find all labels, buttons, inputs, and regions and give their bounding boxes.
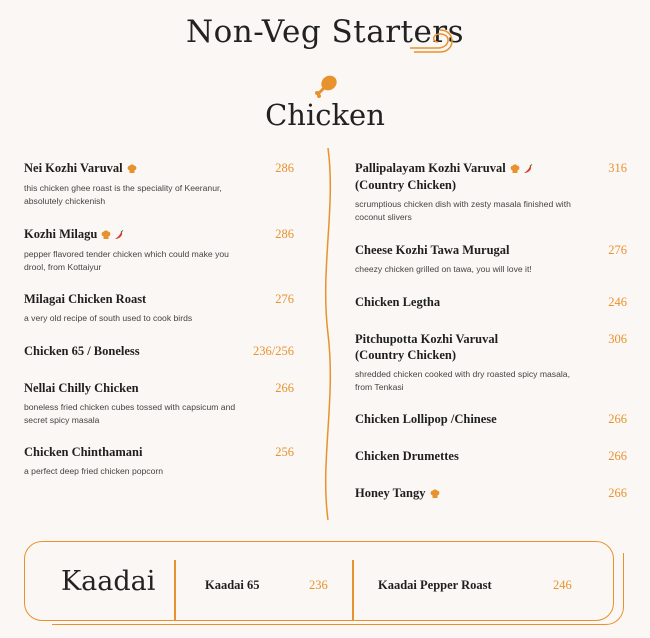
chef-hat-icon	[430, 489, 440, 499]
menu-item	[355, 242, 627, 276]
kaadai-item-name: Kaadai 65	[205, 578, 260, 592]
menu-item-description: cheezy chicken grilled on tawa, you will love it!	[355, 264, 532, 274]
menu-item-description: shredded chicken cooked with dry roasted spicy masala, from Tenkasi	[355, 369, 570, 392]
menu-item	[355, 294, 627, 310]
menu-item-description: scrumptious chicken dish with zesty masala finished with coconut slivers	[355, 199, 571, 222]
menu-item-name	[24, 291, 224, 307]
menu-item-subtitle: (Country Chicken)	[355, 178, 457, 193]
menu-item-title: Pallipalayam Kozhi Varuval	[355, 161, 506, 175]
chicken-leg-icon	[313, 74, 339, 100]
menu-item-price: 266	[608, 486, 627, 500]
menu-item-price: 266	[608, 449, 627, 463]
menu-item-subtitle: (Country Chicken)	[355, 348, 457, 362]
menu-item-price: 246	[608, 295, 627, 309]
menu-item-title: Pitchupotta Kozhi Varuval	[355, 332, 499, 346]
menu-item-name	[24, 343, 224, 359]
menu-item-price: 276	[608, 243, 627, 257]
menu-item	[24, 291, 294, 325]
menu-item-title: Chicken Lollipop /Chinese	[355, 412, 497, 426]
menu-item	[24, 444, 294, 478]
menu-item-name	[355, 485, 555, 502]
kaadai-item-price: 246	[553, 578, 572, 592]
menu-item-price: 256	[275, 445, 294, 459]
kaadai-item-price: 236	[309, 578, 328, 592]
menu-item-title: Cheese Kozhi Tawa Murugal	[355, 243, 510, 257]
menu-item	[24, 160, 294, 207]
title-swoosh-decoration	[408, 26, 456, 56]
menu-item-price: 266	[275, 381, 294, 395]
menu-item-price: 316	[608, 161, 627, 175]
kaadai-title: Kaadai	[61, 566, 156, 597]
menu-item	[355, 448, 627, 464]
menu-item-price: 306	[608, 332, 627, 346]
chef-hat-icon	[127, 164, 137, 174]
menu-item-title: Nellai Chilly Chicken	[24, 381, 139, 395]
menu-item-price: 276	[275, 292, 294, 306]
menu-item-description: pepper flavored tender chicken which could make you drool, from Kottaiyur	[24, 249, 229, 272]
menu-item	[24, 380, 294, 426]
chili-icon	[523, 164, 533, 174]
column-divider	[316, 148, 340, 520]
menu-item-description: a perfect deep fried chicken popcorn	[24, 466, 164, 476]
menu-item	[355, 160, 627, 223]
menu-item	[24, 343, 294, 359]
menu-item	[355, 485, 627, 502]
menu-item	[355, 331, 627, 393]
chili-icon	[114, 230, 124, 240]
menu-item-name	[24, 226, 224, 243]
menu-item	[24, 226, 294, 273]
menu-item-price: 236/256	[253, 344, 294, 358]
menu-item-tags	[430, 486, 443, 502]
menu-item-description: boneless fried chicken cubes tossed with capsicum and secret spicy masala	[24, 402, 236, 425]
kaadai-separator	[352, 560, 354, 620]
menu-item-name	[355, 242, 555, 258]
menu-item-title: Chicken Legtha	[355, 295, 441, 309]
menu-item-description: this chicken ghee roast is the speciality of Keeranur, absolutely chickenish	[24, 183, 222, 206]
menu-item	[355, 411, 627, 427]
menu-item-name	[355, 411, 555, 427]
menu-item-price: 266	[608, 412, 627, 426]
menu-item-price: 286	[275, 161, 294, 175]
section-title: Chicken	[265, 98, 385, 132]
menu-item-name	[355, 160, 555, 193]
menu-item-title: Chicken Chinthamani	[24, 445, 143, 459]
menu-item-title: Kozhi Milagu	[24, 227, 98, 241]
menu-item-title: Milagai Chicken Roast	[24, 292, 147, 306]
menu-item-tags	[510, 161, 536, 177]
kaadai-separator	[174, 560, 176, 620]
menu-item-tags	[127, 161, 140, 177]
menu-item-description: a very old recipe of south used to cook birds	[24, 313, 193, 323]
menu-item-price: 286	[275, 227, 294, 241]
menu-item-title: Chicken 65 / Boneless	[24, 344, 140, 358]
menu-item-name	[355, 294, 555, 310]
menu-item-name	[355, 331, 555, 363]
menu-item-name	[24, 160, 224, 177]
chef-hat-icon	[510, 164, 520, 174]
chef-hat-icon	[101, 230, 111, 240]
menu-item-tags	[101, 227, 127, 243]
kaadai-item-name: Kaadai Pepper Roast	[378, 578, 492, 592]
menu-item-name	[24, 444, 224, 460]
menu-item-name	[24, 380, 224, 396]
menu-item-name	[355, 448, 555, 464]
menu-item-title: Chicken Drumettes	[355, 449, 459, 463]
menu-item-title: Nei Kozhi Varuval	[24, 161, 123, 175]
page-title: Non-Veg Starters	[185, 14, 465, 50]
menu-item-title: Honey Tangy	[355, 486, 426, 500]
